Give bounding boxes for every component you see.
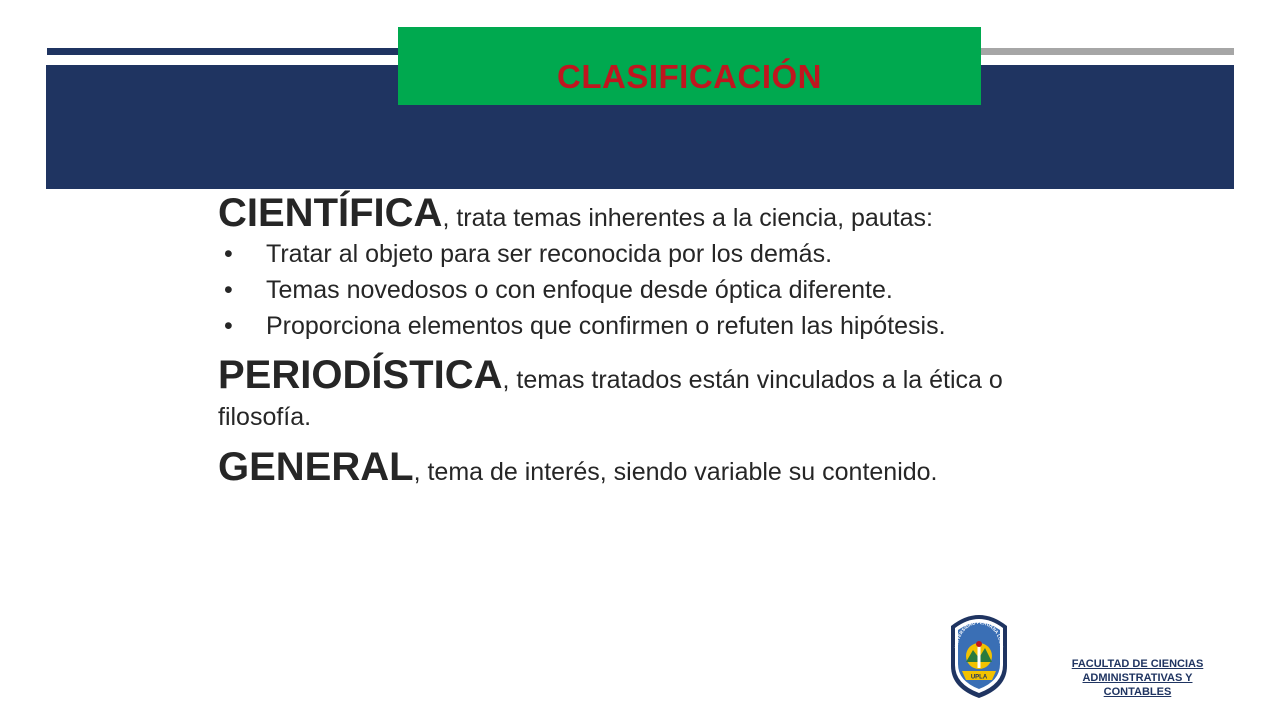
logo-abbr: UPLA: [970, 674, 988, 681]
bullet-list-cientifica: [218, 237, 1078, 344]
term-general: GENERAL: [218, 445, 414, 489]
list-item: [218, 309, 1078, 344]
bullet-text: Proporciona elementos que confirmen o refuten las hipótesis.: [266, 312, 946, 340]
term-cientifica: CIENTÍFICA: [218, 191, 443, 235]
paragraph-periodistica: [218, 354, 1078, 436]
slide-content: [218, 192, 1078, 491]
university-shield-icon: [948, 608, 1010, 700]
paragraph-general: [218, 446, 1078, 491]
bullet-icon: •: [224, 240, 233, 268]
bullet-icon: •: [224, 276, 233, 304]
faculty-line-3: CONTABLES: [1103, 686, 1172, 698]
bullet-icon: •: [224, 312, 233, 340]
top-accent-line-gray: [975, 48, 1234, 55]
top-accent-line-navy: [47, 48, 407, 55]
faculty-name: [1050, 657, 1225, 699]
list-item: [218, 237, 1078, 272]
term-periodistica: PERIODÍSTICA: [218, 353, 503, 397]
paragraph-cientifica: [218, 192, 1078, 237]
title-box: [398, 27, 981, 105]
bullet-text: Tratar al objeto para ser reconocida por los demás.: [266, 240, 833, 268]
faculty-line-2: ADMINISTRATIVAS Y: [1082, 672, 1193, 684]
logo-ring-text: UNIVERSIDAD PERUANA LOS A: [953, 619, 1005, 649]
slide-title: CLASIFICACIÓN: [557, 58, 822, 95]
text-general: , tema de interés, siendo variable su contenido.: [413, 458, 938, 486]
text-periodistica: , temas tratados están vinculados a la ética o filosofía.: [218, 366, 1003, 431]
list-item: [218, 273, 1078, 308]
bullet-text: Temas novedosos o con enfoque desde óptica diferente.: [266, 276, 893, 304]
faculty-line-1: FACULTAD DE CIENCIAS: [1071, 658, 1204, 670]
text-cientifica: , trata temas inherentes a la ciencia, pautas:: [442, 204, 933, 232]
